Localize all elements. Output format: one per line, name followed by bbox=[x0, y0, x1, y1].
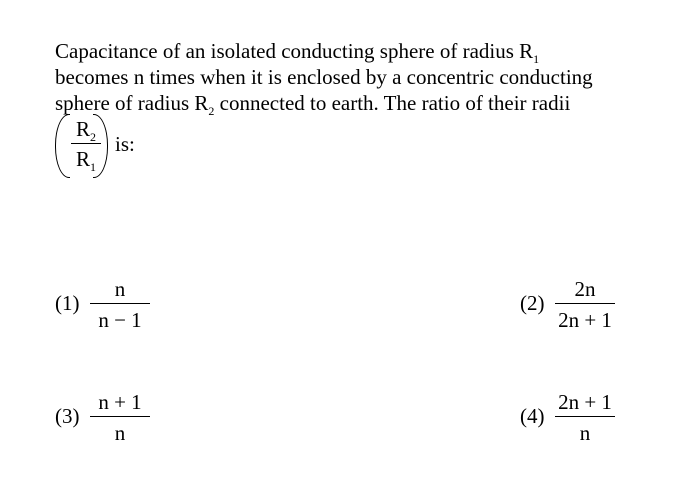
question-line-3-text: sphere of radius R bbox=[55, 91, 209, 115]
option-numerator: 2n bbox=[574, 277, 596, 301]
option-label: (2) bbox=[520, 291, 545, 315]
option-label: (3) bbox=[55, 404, 80, 428]
question-text bbox=[55, 38, 625, 116]
option-label: (4) bbox=[520, 404, 545, 428]
subscript: 2 bbox=[208, 104, 215, 118]
option-fraction bbox=[555, 390, 615, 445]
question-line-1 bbox=[55, 38, 625, 64]
question-line-3 bbox=[55, 90, 625, 116]
option-numerator: n + 1 bbox=[98, 390, 142, 414]
option-fraction bbox=[90, 390, 150, 445]
option-numerator: 2n + 1 bbox=[558, 390, 612, 414]
numerator-letter: R bbox=[75, 117, 90, 141]
subscript: 1 bbox=[533, 52, 540, 66]
question-line-1-text: Capacitance of an isolated conducting sphere of radius R bbox=[55, 39, 534, 63]
option-fraction bbox=[90, 277, 150, 332]
right-parenthesis bbox=[93, 114, 108, 178]
denominator-subscript: 1 bbox=[90, 160, 96, 174]
question-line-2: becomes n times when it is enclosed by a concentric conducting bbox=[55, 65, 593, 89]
fraction-bar bbox=[90, 303, 150, 304]
option-fraction bbox=[555, 277, 615, 332]
question-suffix: is: bbox=[115, 132, 135, 156]
option-denominator: n − 1 bbox=[98, 308, 142, 332]
denominator-letter: R bbox=[75, 147, 90, 171]
fraction-bar bbox=[90, 416, 150, 417]
option-denominator: n bbox=[114, 421, 126, 445]
fraction-bar bbox=[555, 303, 615, 304]
option-label: (1) bbox=[55, 291, 80, 315]
option-numerator: n bbox=[114, 277, 126, 301]
numerator-subscript: 2 bbox=[90, 130, 96, 144]
option-denominator: n bbox=[579, 421, 591, 445]
question-line-3-rest: connected to earth. The ratio of their radii bbox=[214, 91, 571, 115]
fraction-bar bbox=[555, 416, 615, 417]
option-denominator: 2n + 1 bbox=[558, 308, 612, 332]
